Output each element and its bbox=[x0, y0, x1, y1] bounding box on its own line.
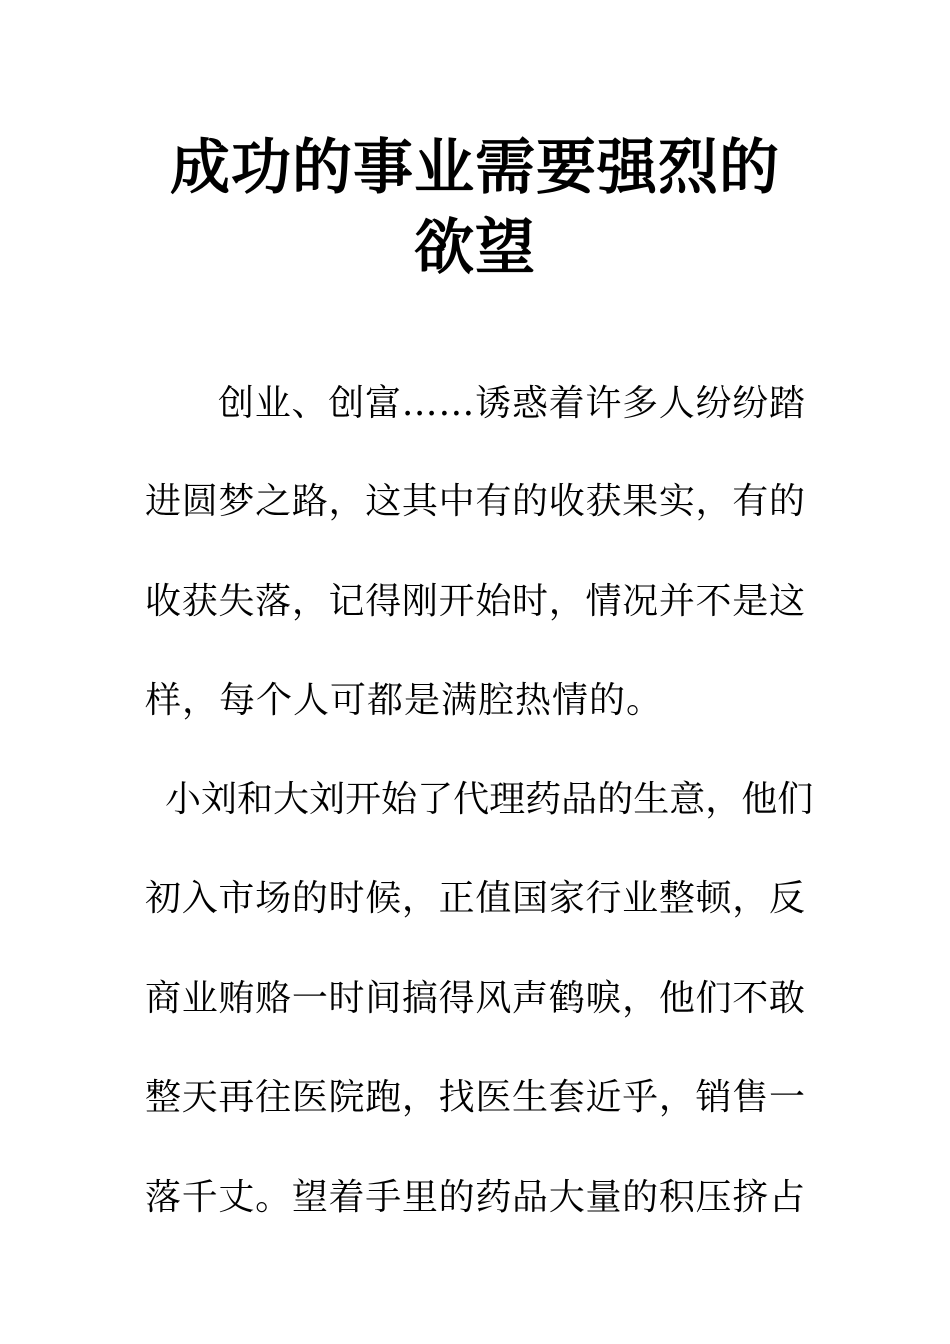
paragraph-2-line-2: 初 入 市 场 的 时 候 ， 正 值 国 家 行 业 整 顿 ， 反 bbox=[145, 878, 805, 919]
paragraph-1-line-1: 创 业 、 创 富 … … 诱 惑 着 许 多 人 纷 纷 踏 bbox=[218, 383, 805, 424]
document-title: 成功的事业需要强烈的欲望 bbox=[170, 133, 780, 283]
paragraph-2-line-3: 商 业 贿 赂 一 时 间 搞 得 风 声 鹤 唳 ， 他 们 不 敢 bbox=[145, 978, 805, 1019]
paragraph-2-line-1: 小 刘 和 大 刘 开 始 了 代 理 药 品 的 生 意 ， 他 们 bbox=[165, 779, 814, 820]
paragraph-2-line-5: 落 千 丈 。 望 着 手 里 的 药 品 大 量 的 积 压 挤 占 bbox=[145, 1177, 805, 1218]
paragraph-2-line-4: 整 天 再 往 医 院 跑 ， 找 医 生 套 近 乎 ， 销 售 一 bbox=[145, 1077, 805, 1118]
paragraph-1-line-2: 进 圆 梦 之 路 ， 这 其 中 有 的 收 获 果 实 ， 有 的 bbox=[145, 481, 805, 522]
paragraph-1-line-4: 样，每个人可都是满腔热情的。 bbox=[145, 680, 664, 721]
paragraph-1-line-3: 收 获 失 落 ， 记 得 刚 开 始 时 ， 情 况 并 不 是 这 bbox=[145, 581, 805, 622]
